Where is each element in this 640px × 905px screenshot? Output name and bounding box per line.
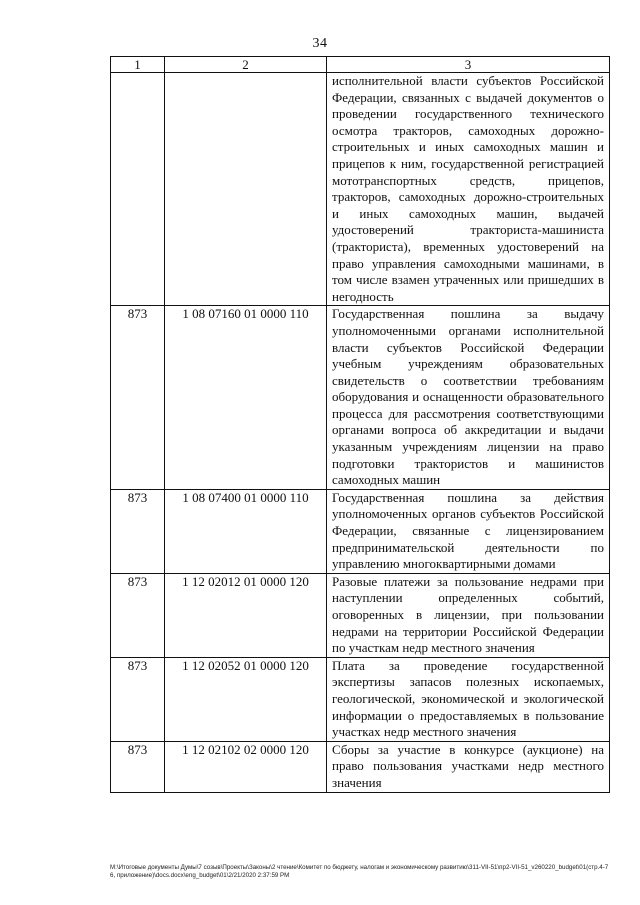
page-number: 34 [312, 36, 328, 51]
description-cell: Сборы за участие в конкурсе (аукционе) на право пользования участками недр местного значения [327, 741, 610, 792]
description-cell: Государственная пошлина за действия уполномоченных органов субъектов Российской Федерации, связанные с лицензированием предпринимательской деятельности по управлению многоквартирными домами [327, 489, 610, 573]
budget-code-cell: 1 12 02052 01 0000 120 [165, 657, 327, 741]
description-cell: исполнительной власти субъектов Российской Федерации, связанных с выдачей документов о проведении государственного технического осмотра тракторов, самоходных дорожно-строительных и иных самоходных машин и прицепов к ним, государственной регистрацией мототранспортных средств, прицепов, тракторов, самоходных дорожно-строительных и иных самоходных машин, выдачей удостоверений тракториста-машиниста (тракториста), временных удостоверений на право управления самоходными машинами, в том числе взамен утраченных или пришедших в негодность [327, 73, 610, 306]
table-row [111, 73, 610, 306]
description-cell: Государственная пошлина за выдачу уполномоченными органами исполнительной власти субъектов Российской Федерации учебным учреждениям образовательных свидетельств о соответствии требованиям оборудования и оснащенности образовательного процесса для рассмотрения соответствующими органами вопроса об аккредитации и выдачи указанным учреждениям лицензии на право подготовки трактористов и машинистов самоходных машин [327, 306, 610, 490]
table-row [111, 306, 610, 490]
admin-code-cell [111, 73, 165, 306]
budget-code-cell: 1 08 07400 01 0000 110 [165, 489, 327, 573]
document-footer-path: M:\Итоговые документы Думы\7 созыв\Проекты\Законы\2 чтение\Комитет по бюджету, налогам и экономическому развитию\311-VII-51\пр2-VII-51_v260220_budget\01(стр.4-76, приложение)\docs.docx\eng_budget\01\2/21/2020 2:37:59 PM [110, 864, 609, 879]
table-row [111, 741, 610, 792]
admin-code-cell: 873 [111, 489, 165, 573]
admin-code-cell: 873 [111, 306, 165, 490]
admin-code-cell: 873 [111, 741, 165, 792]
budget-code-cell: 1 08 07160 01 0000 110 [165, 306, 327, 490]
table-row [111, 489, 610, 573]
revenue-codes-table [110, 56, 610, 793]
description-cell: Разовые платежи за пользование недрами при наступлении определенных событий, оговоренных в лицензии, при пользовании недрами на территории Российской Федерации по участкам недр местного значения [327, 573, 610, 657]
header-col-3: 3 [327, 57, 610, 73]
header-col-2: 2 [165, 57, 327, 73]
admin-code-cell: 873 [111, 657, 165, 741]
description-cell: Плата за проведение государственной экспертизы запасов полезных ископаемых, геологической, экономической и экологической информации о предоставляемых в пользование участках недр местного значения [327, 657, 610, 741]
table-header-row [111, 57, 610, 73]
budget-code-cell: 1 12 02102 02 0000 120 [165, 741, 327, 792]
budget-code-cell [165, 73, 327, 306]
table-row [111, 573, 610, 657]
budget-code-cell: 1 12 02012 01 0000 120 [165, 573, 327, 657]
table-row [111, 657, 610, 741]
header-col-1: 1 [111, 57, 165, 73]
admin-code-cell: 873 [111, 573, 165, 657]
